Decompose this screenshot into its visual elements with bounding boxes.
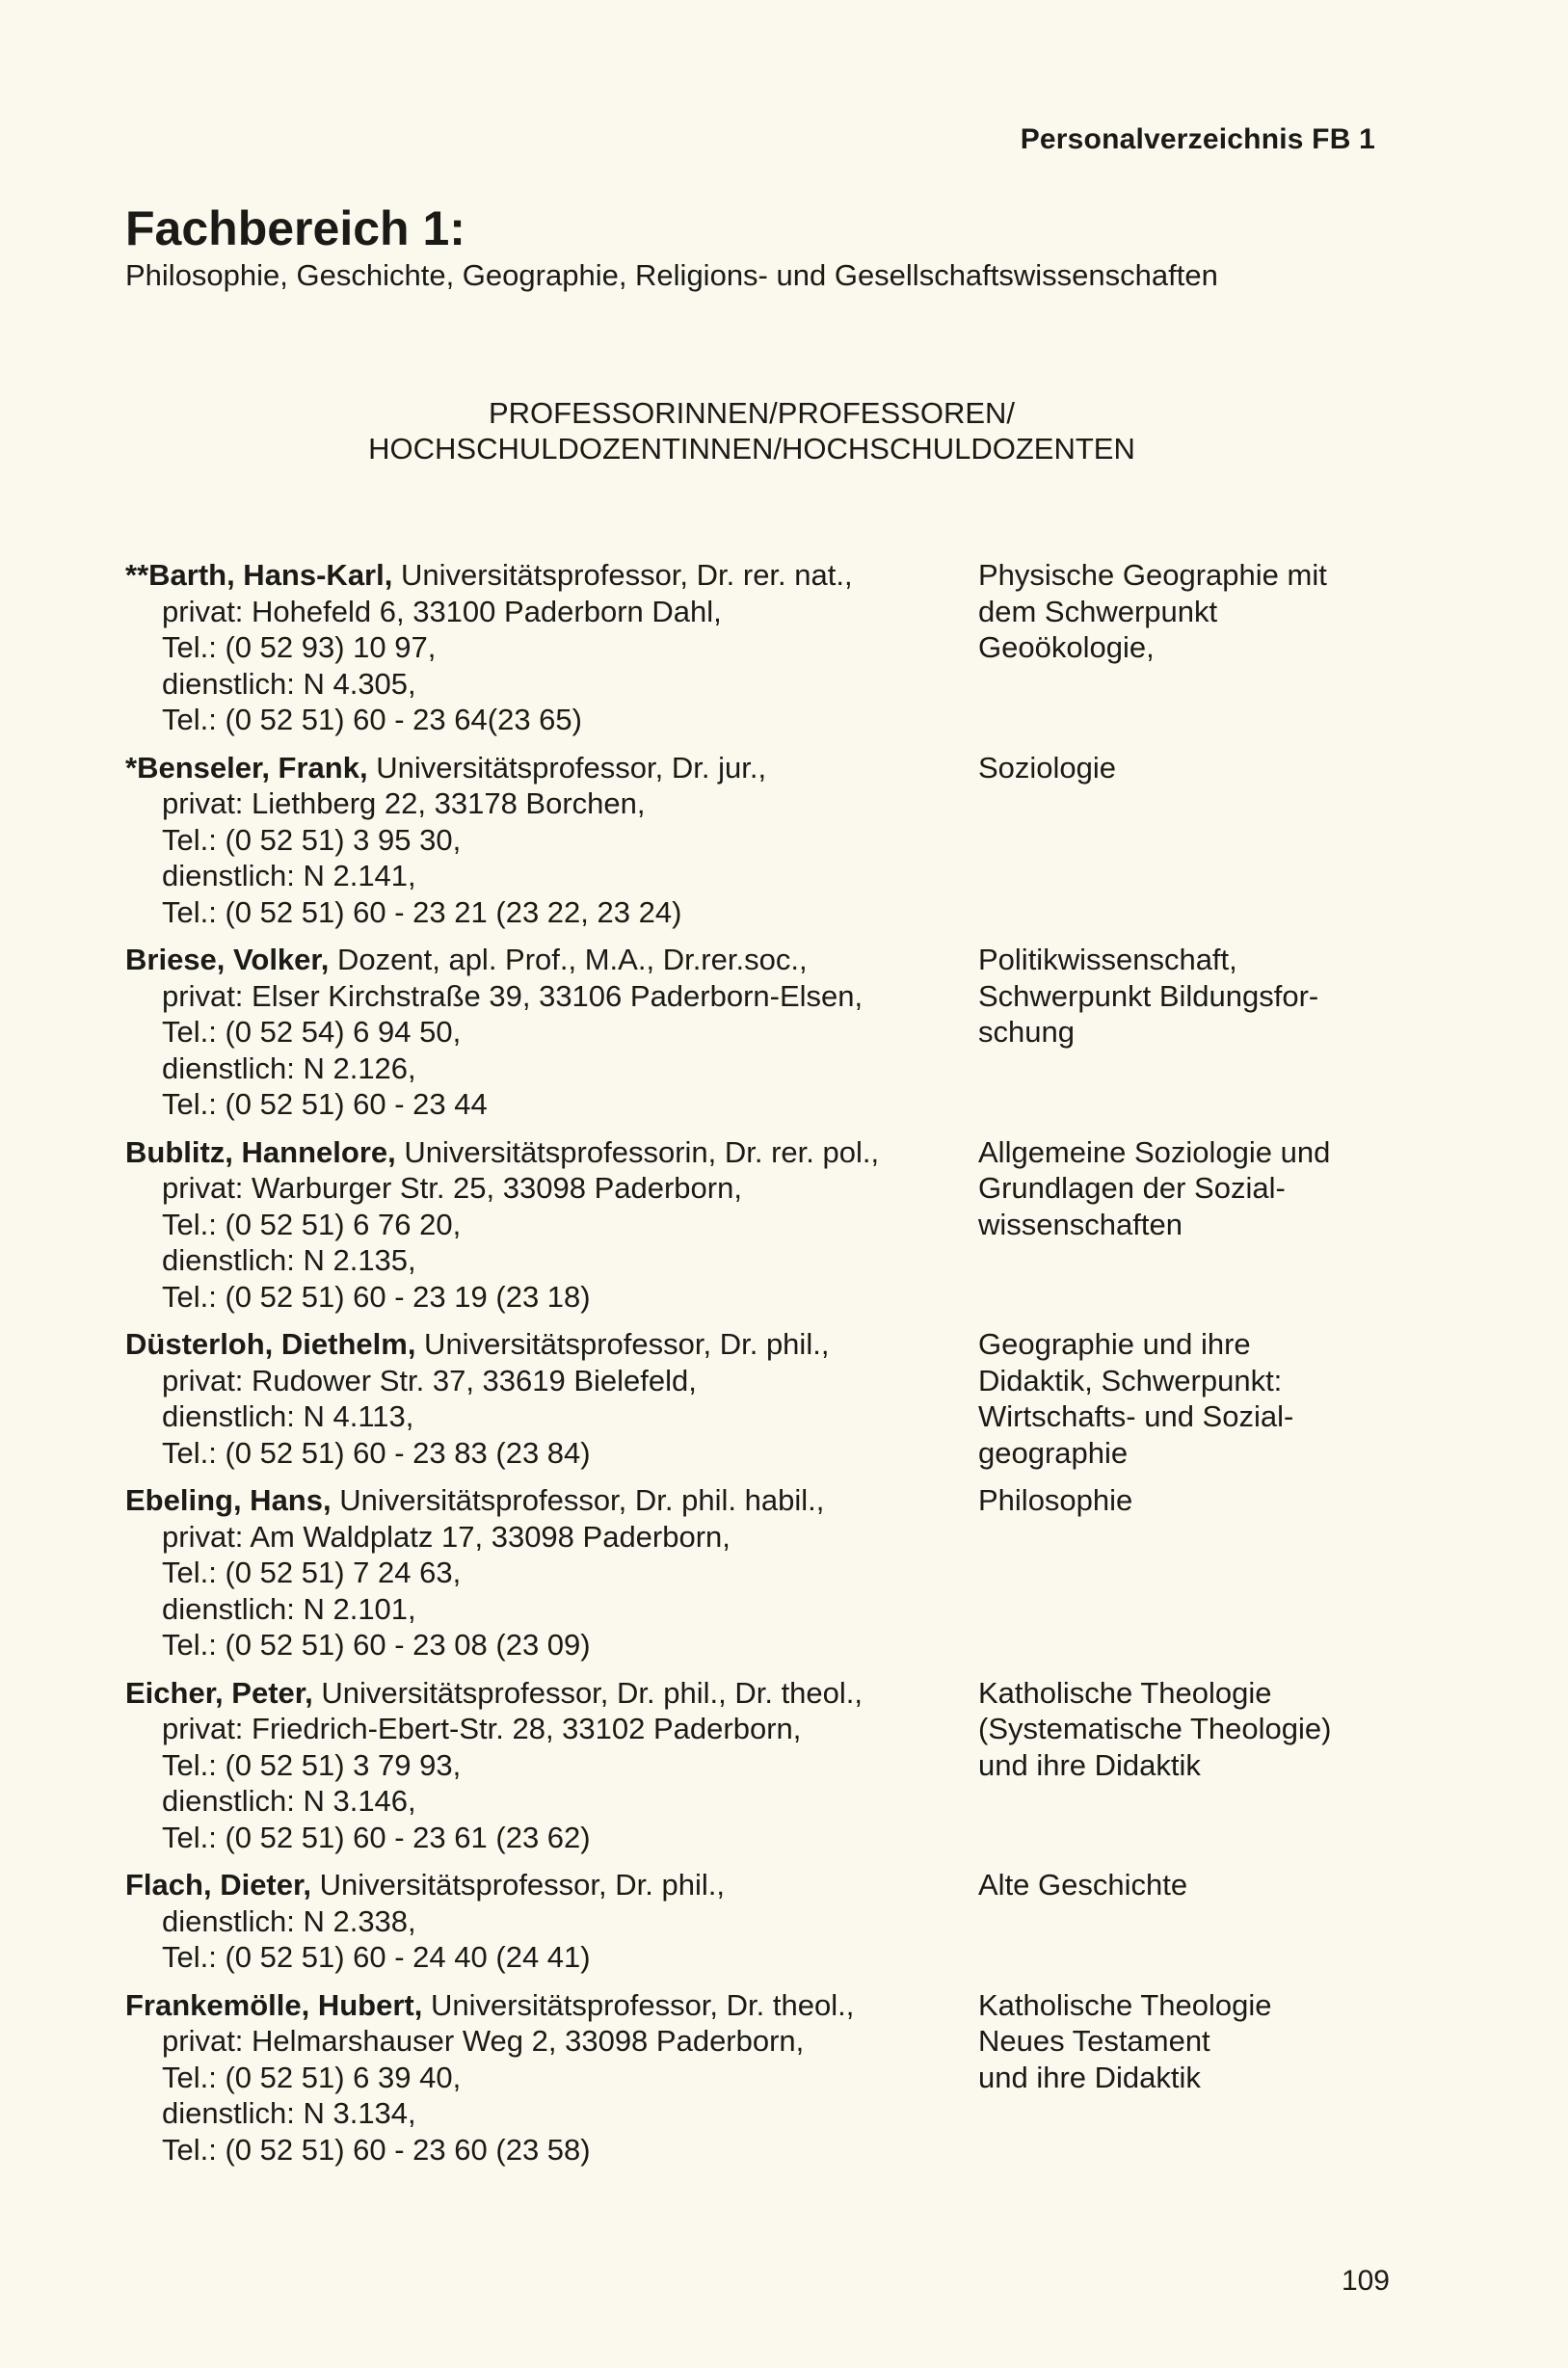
staff-detail-line: dienstlich: N 2.141,	[162, 859, 416, 892]
staff-detail-line: privat: Elser Kirchstraße 39, 33106 Paderborn-Elsen,	[162, 978, 864, 1013]
staff-detail-line: privat: Friedrich-Ebert-Str. 28, 33102 Paderborn,	[162, 1712, 802, 1745]
staff-title: Universitätsprofessor, Dr. theol.,	[422, 1987, 855, 2022]
staff-entry	[125, 942, 1407, 1123]
staff-header	[125, 1675, 978, 1712]
staff-list	[125, 557, 1407, 2179]
page-title: Fachbereich 1:	[125, 201, 465, 255]
staff-detail-line: dienstlich: N 4.305,	[162, 666, 416, 701]
staff-entry	[125, 1326, 1407, 1471]
staff-detail-line: privat: Am Waldplatz 17, 33098 Paderborn,	[162, 1519, 731, 1554]
staff-contact	[125, 942, 978, 1123]
staff-entry	[125, 1675, 1407, 1856]
staff-contact	[125, 750, 978, 931]
staff-title: Universitätsprofessor, Dr. phil.,	[415, 1327, 830, 1361]
staff-field: Katholische Theologie (Systematische Theologie) und ihre Didaktik	[978, 1675, 1332, 1782]
staff-contact	[125, 1675, 978, 1856]
staff-detail-line: dienstlich: N 3.134,	[162, 2096, 416, 2130]
staff-title: Universitätsprofessor, Dr. jur.,	[367, 750, 767, 785]
staff-entry	[125, 1987, 1407, 2168]
staff-title: Universitätsprofessor, Dr. phil.,	[310, 1868, 725, 1902]
staff-name: Flach, Dieter,	[125, 1868, 311, 1902]
staff-detail-line: dienstlich: N 2.101,	[162, 1591, 416, 1626]
staff-header	[125, 1326, 978, 1363]
staff-title: Dozent, apl. Prof., M.A., Dr.rer.soc.,	[329, 943, 808, 976]
staff-detail-line: Tel.: (0 52 51) 60 - 23 60 (23 58)	[162, 2132, 591, 2167]
staff-field: Alte Geschichte	[978, 1868, 1188, 1902]
staff-detail-line: Tel.: (0 52 51) 60 - 23 61 (23 62)	[162, 1820, 591, 1854]
running-head: Personalverzeichnis FB 1	[1020, 123, 1375, 155]
staff-entry	[125, 1482, 1407, 1663]
staff-detail-line: Tel.: (0 52 51) 60 - 23 83 (23 84)	[162, 1435, 591, 1470]
section-heading-line-1: PROFESSORINNEN/PROFESSOREN/	[488, 396, 1016, 430]
staff-entry	[125, 750, 1407, 931]
staff-contact	[125, 1326, 978, 1471]
page-subtitle: Philosophie, Geschichte, Geographie, Religions- und Gesellschaftswissenschaften	[125, 258, 1218, 292]
staff-detail-line: Tel.: (0 52 51) 3 79 93,	[162, 1747, 462, 1782]
staff-entry	[125, 1134, 1407, 1316]
staff-detail-line: privat: Hohefeld 6, 33100 Paderborn Dahl,	[162, 594, 722, 628]
staff-field: Geographie und ihre Didaktik, Schwerpunkt: Wirtschafts- und Sozial- geographie	[978, 1327, 1294, 1470]
staff-detail-line: Tel.: (0 52 51) 60 - 23 21 (23 22, 23 24)	[162, 894, 682, 929]
staff-detail-line: privat: Helmarshauser Weg 2, 33098 Paderborn,	[162, 2024, 805, 2058]
staff-header	[125, 1867, 978, 1903]
staff-name: Bublitz, Hannelore,	[125, 1134, 396, 1169]
staff-field: Politikwissenschaft, Schwerpunkt Bildungsfor- schung	[978, 943, 1319, 1049]
staff-title: Universitätsprofessor, Dr. phil., Dr. theol.,	[312, 1675, 864, 1710]
staff-field: Katholische Theologie Neues Testament und ihre Didaktik	[978, 1987, 1272, 2094]
staff-detail-line: Tel.: (0 52 51) 6 76 20,	[162, 1207, 462, 1241]
staff-title: Universitätsprofessor, Dr. rer. nat.,	[392, 558, 853, 592]
staff-field: Allgemeine Soziologie und Grundlagen der Sozial- wissenschaften	[978, 1134, 1331, 1241]
staff-name: **Barth, Hans-Karl,	[125, 558, 393, 592]
staff-entry	[125, 557, 1407, 738]
staff-detail-line: dienstlich: N 2.338,	[162, 1903, 416, 1938]
staff-header	[125, 1987, 978, 2024]
staff-field: Physische Geographie mit dem Schwerpunkt Geoökologie,	[978, 558, 1327, 664]
staff-header	[125, 1482, 978, 1519]
staff-detail-line: Tel.: (0 52 51) 60 - 23 64(23 65)	[162, 703, 582, 736]
staff-name: *Benseler, Frank,	[125, 750, 368, 785]
staff-name: Frankemölle, Hubert,	[125, 1987, 423, 2022]
staff-header	[125, 750, 978, 786]
staff-detail-line: dienstlich: N 2.135,	[162, 1243, 416, 1277]
staff-detail-line: Tel.: (0 52 51) 60 - 23 44	[162, 1087, 488, 1121]
staff-detail-line: Tel.: (0 52 51) 6 39 40,	[162, 2060, 462, 2094]
staff-name: Eicher, Peter,	[125, 1675, 313, 1710]
staff-name: Ebeling, Hans,	[125, 1483, 332, 1517]
staff-detail-line: Tel.: (0 52 51) 7 24 63,	[162, 1556, 462, 1589]
staff-contact	[125, 1867, 978, 1976]
staff-name: Düsterloh, Diethelm,	[125, 1327, 416, 1361]
staff-detail-line: Tel.: (0 52 51) 60 - 23 19 (23 18)	[162, 1279, 591, 1314]
staff-detail-line: Tel.: (0 52 51) 3 95 30,	[162, 822, 462, 857]
staff-contact	[125, 1134, 978, 1316]
staff-field: Philosophie	[978, 1483, 1133, 1517]
staff-field: Soziologie	[978, 750, 1117, 785]
staff-detail-line: privat: Warburger Str. 25, 33098 Paderborn,	[162, 1171, 742, 1205]
staff-entry	[125, 1867, 1407, 1976]
staff-detail-line: dienstlich: N 3.146,	[162, 1784, 416, 1818]
staff-detail-line: Tel.: (0 52 93) 10 97,	[162, 630, 437, 664]
staff-detail-line: dienstlich: N 4.113,	[162, 1399, 414, 1433]
staff-detail-line: Tel.: (0 52 51) 60 - 24 40 (24 41)	[162, 1940, 591, 1974]
page-number: 109	[1341, 2265, 1390, 2297]
staff-title: Universitätsprofessorin, Dr. rer. pol.,	[395, 1134, 880, 1169]
staff-header	[125, 942, 978, 978]
section-heading-line-2: HOCHSCHULDOZENTINNEN/HOCHSCHULDOZENTEN	[368, 432, 1135, 466]
staff-header	[125, 1134, 978, 1171]
staff-title: Universitätsprofessor, Dr. phil. habil.,	[331, 1483, 825, 1517]
staff-name: Briese, Volker,	[125, 943, 330, 976]
staff-detail-line: Tel.: (0 52 54) 6 94 50,	[162, 1015, 462, 1049]
staff-detail-line: privat: Liethberg 22, 33178 Borchen,	[162, 786, 646, 820]
staff-detail-line: Tel.: (0 52 51) 60 - 23 08 (23 09)	[162, 1628, 591, 1662]
staff-contact	[125, 1987, 978, 2168]
section-heading	[0, 395, 1503, 466]
staff-header	[125, 557, 978, 594]
staff-contact	[125, 557, 978, 738]
staff-detail-line: privat: Rudower Str. 37, 33619 Bielefeld,	[162, 1363, 697, 1397]
staff-contact	[125, 1482, 978, 1663]
staff-detail-line: dienstlich: N 2.126,	[162, 1051, 416, 1085]
